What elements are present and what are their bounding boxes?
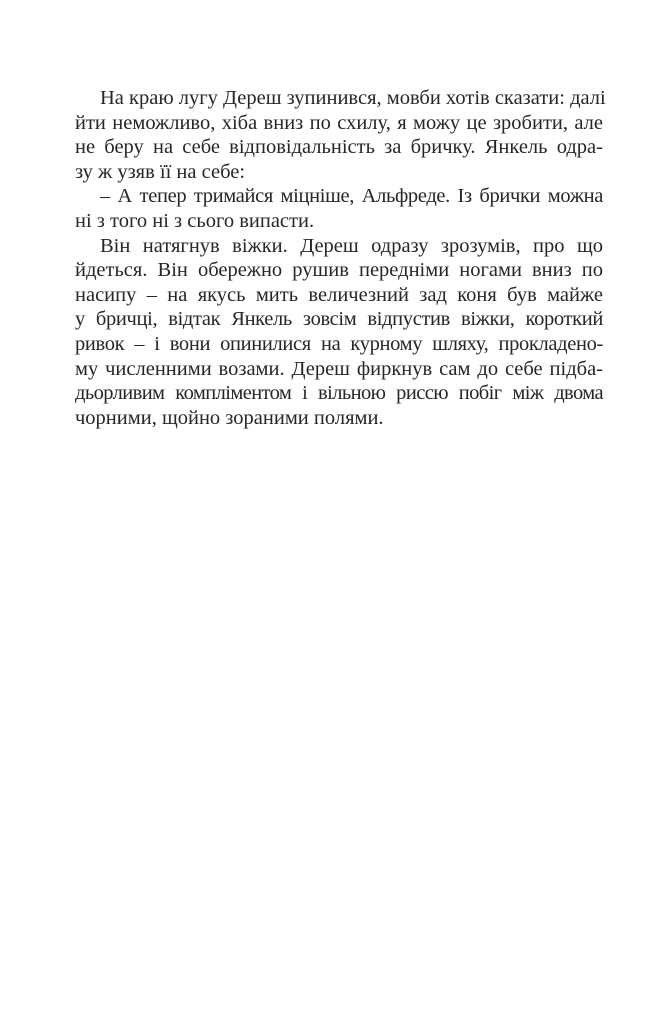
text-line: Він натягнув віжки. Дереш одразу зрозумів, про що <box>100 234 603 257</box>
text-line: зу ж узяв її на себе: <box>75 160 246 183</box>
text-line: – А тепер тримайся міцніше, Альфреде. Із брички можна <box>100 185 603 208</box>
text-line: На краю лугу Дереш зупинився, мовби хотів сказати: далі <box>100 87 606 109</box>
text-line: ривок – і вони опинилися на курному шляху, прокладено- <box>75 332 603 355</box>
paragraph-1 <box>75 86 606 184</box>
text-line: дьорливим компліментом і вільною риссю побіг між двома <box>75 382 603 405</box>
book-page-text <box>75 86 606 430</box>
text-line: не беру на себе відповідальність за бричку. Янкель одра- <box>75 136 603 159</box>
paragraph-2-dialogue <box>75 184 603 233</box>
text-line: чорними, щойно зораними полями. <box>75 406 384 429</box>
text-line: ні з того ні з сього випасти. <box>75 209 315 232</box>
text-line: йти неможливо, хіба вниз по схилу, я можу це зробити, але <box>75 111 603 134</box>
text-line: йдеться. Він обережно рушив передніми ногами вниз по <box>75 259 603 282</box>
text-line: насипу – на якусь мить величезний зад коня був майже <box>75 283 603 306</box>
text-line: му численними возами. Дереш фиркнув сам до себе підба- <box>75 357 603 380</box>
text-line: у бричці, відтак Янкель зовсім відпустив віжки, короткий <box>75 308 603 331</box>
paragraph-3 <box>75 234 603 431</box>
